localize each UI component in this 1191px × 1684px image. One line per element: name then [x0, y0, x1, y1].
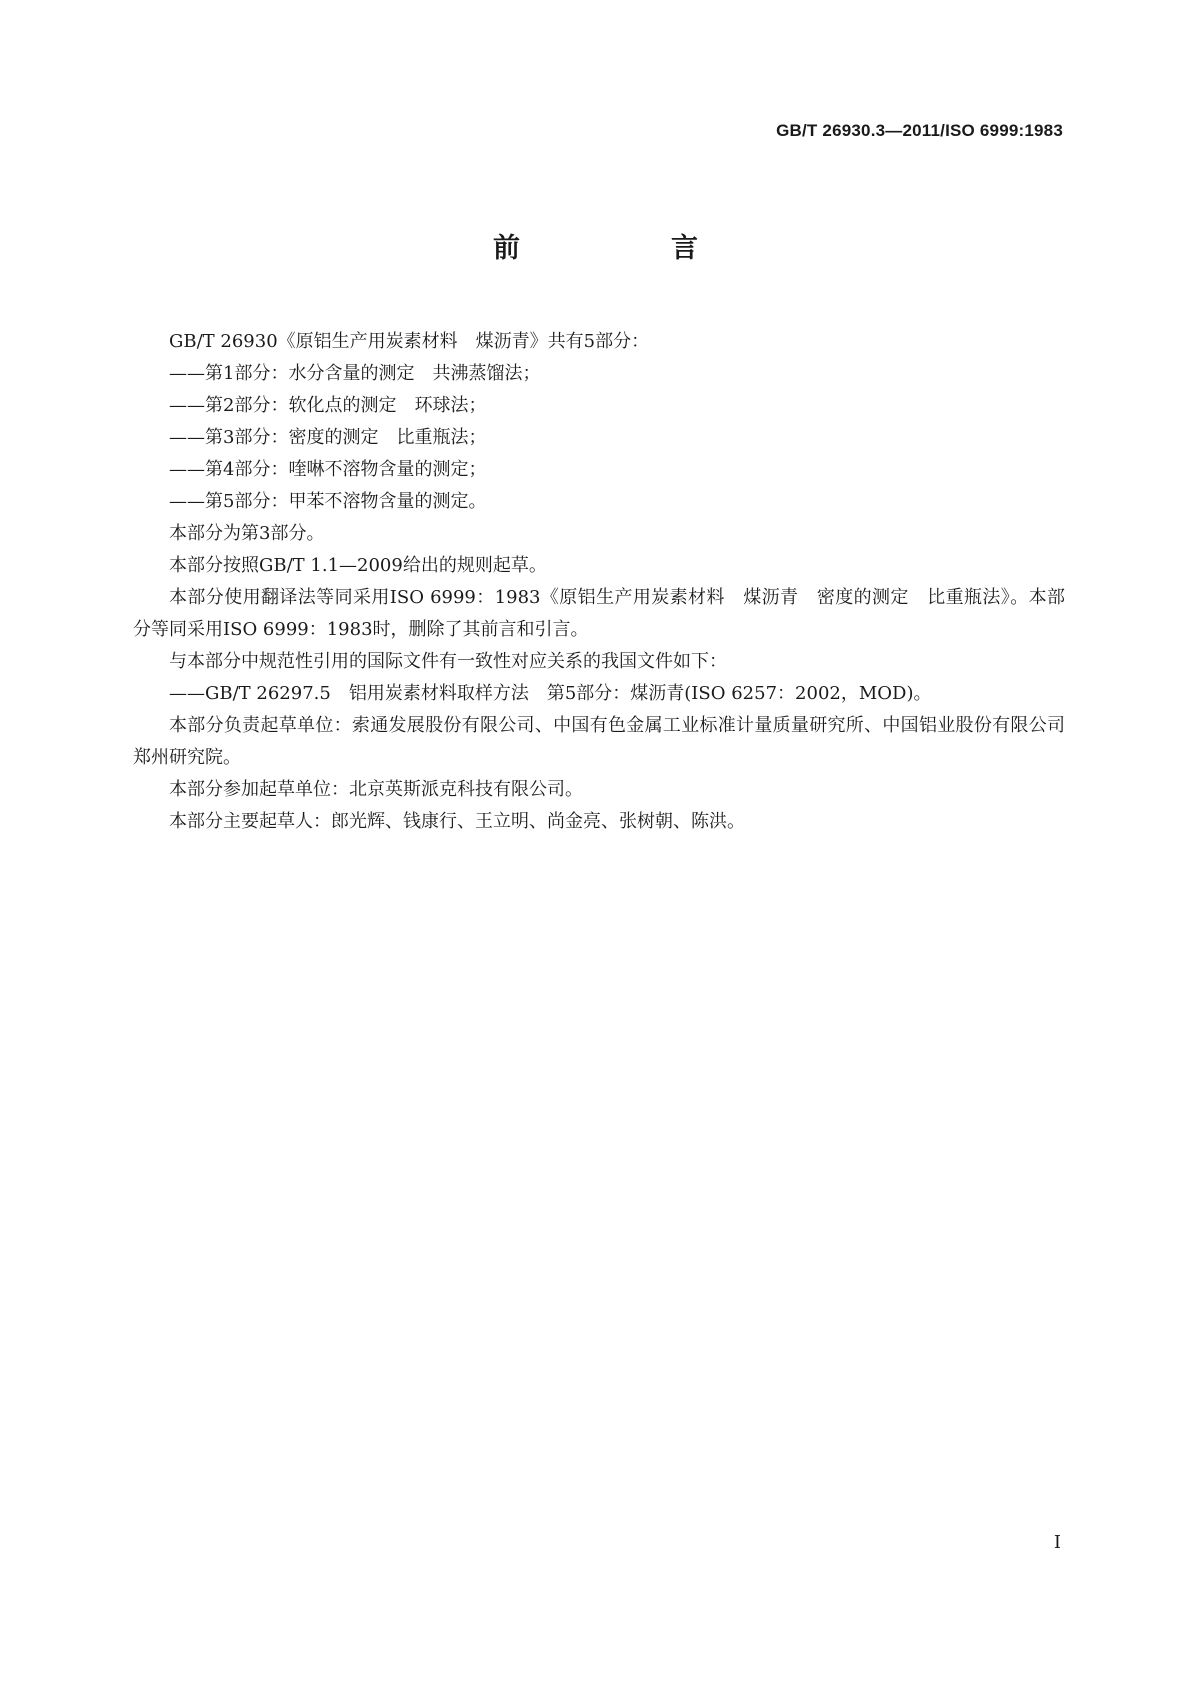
page-number: I: [1053, 1532, 1061, 1553]
part-list-item-5: ——第5部分：甲苯不溶物含量的测定。: [169, 491, 487, 512]
foreword-paragraph-drafters: 本部分主要起草人：郎光辉、钱康行、王立明、尚金亮、张树朝、陈洪。: [169, 811, 745, 832]
part-list-item-3: ——第3部分：密度的测定 比重瓶法；: [169, 427, 487, 448]
foreword-paragraph-drafting-units: 本部分负责起草单位：索通发展股份有限公司、中国有色金属工业标准计量质量研究所、中国铝业股份有限公司郑州研究院。: [133, 715, 1065, 768]
foreword-paragraph-adoption: 本部分使用翻译法等同采用ISO 6999：1983《原铝生产用炭素材料 煤沥青 密度的测定 比重瓶法》。本部分等同采用ISO 6999：1983时，删除了其前言和引言。: [133, 587, 1065, 640]
foreword-body: [133, 326, 1065, 838]
standard-code: GB/T 26930.3—2011/ISO 6999:1983: [776, 121, 1063, 140]
page-title: 前 言: [493, 233, 760, 264]
foreword-paragraph-parts-intro: GB/T 26930《原铝生产用炭素材料 煤沥青》共有5部分：: [169, 331, 650, 352]
foreword-paragraph-drafting-rules: 本部分按照GB/T 1.1—2009给出的规则起草。: [169, 555, 547, 576]
part-list-item-4: ——第4部分：喹啉不溶物含量的测定；: [169, 459, 487, 480]
reference-list-item: ——GB/T 26297.5 铝用炭素材料取样方法 第5部分：煤沥青(ISO 6257：2002，MOD)。: [169, 683, 932, 704]
part-list-item-1: ——第1部分：水分含量的测定 共沸蒸馏法；: [169, 363, 541, 384]
foreword-paragraph-this-part: 本部分为第3部分。: [169, 523, 325, 544]
part-list-item-2: ——第2部分：软化点的测定 环球法；: [169, 395, 487, 416]
foreword-paragraph-references-intro: 与本部分中规范性引用的国际文件有一致性对应关系的我国文件如下：: [169, 651, 727, 672]
foreword-paragraph-participating-units: 本部分参加起草单位：北京英斯派克科技有限公司。: [169, 779, 583, 800]
